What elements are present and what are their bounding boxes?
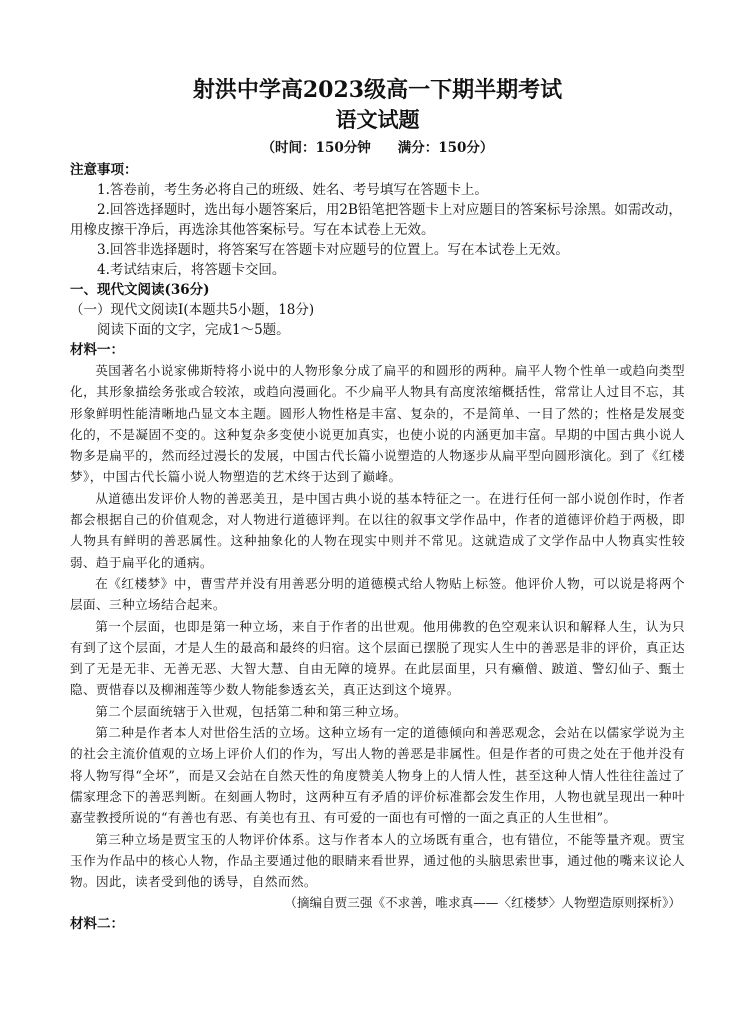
notice-item-1: 1.答卷前，考生务必将自己的班级、姓名、考号填写在答题卡上。 <box>97 182 488 198</box>
notice-item-2: 2.回答选择题时，选出每小题答案后，用2B铅笔把答题卡上对应题目的答案标号涂黑。如需改动，用橡皮擦干净后，再选涂其他答案标号。写在本试卷上无效。 <box>70 202 682 238</box>
passage-paragraph-2: 从道德出发评价人物的善恶美丑，是中国古典小说的基本特征之一。在进行任何一部小说创作时，作者都会根据自己的价值观念，对人物进行道德评判。在以往的叙事文学作品中，作者的道德评价趋于两极，即人物具有鲜明的善恶属性。这种抽象化的人物在现实中则并不常见。这就造成了文学作品中人物真实性较弱、趋于扁平化的通病。 <box>70 490 685 570</box>
passage-paragraph-7: 第三种立场是贾宝玉的人物评价体系。这与作者本人的立场既有重合，也有错位，不能等量齐观。贾宝玉作为作品中的核心人物，作品主要通过他的眼睛来看世界，通过他的头脑思索世事，通过他的嘴来议论人物。因此，读者受到他的诱导，自然而然。 <box>70 831 685 890</box>
notice-heading: 注意事项： <box>70 162 138 178</box>
exam-subtitle: 语文试题 <box>335 107 420 132</box>
exam-title: 射洪中学高2023级高一下期半期考试 <box>192 77 563 103</box>
passage-paragraph-1: 英国著名小说家佛斯特将小说中的人物形象分成了扁平的和圆形的两种。扁平人物个性单一或趋向类型化，其形象描绘务张或合较浓，或趋向漫画化。不少扁平人物具有高度浓缩概括性，常常让人过目不忘，其形象鲜明性能清晰地凸显文本主题。圆形人物性格是丰富、复杂的，不是简单、一目了然的；性格是发展变化的，不是凝固不变的。这种复杂多变使小说更加真实，也使小说的内涵更加丰富。早期的中国古典小说人物多是扁平的，然而经过漫长的发展，中国古代长篇小说塑造的人物逐步从扁平型向圆形演化。到了《红楼梦》，中国古代长篇小说人物塑造的艺术终于达到了巅峰。 <box>70 363 685 485</box>
reading-instruction: 阅读下面的文字，完成1～5题。 <box>97 322 290 338</box>
notice-item-3: 3.回答非选择题时，将答案写在答题卡对应题号的位置上。写在本试卷上无效。 <box>97 242 569 258</box>
passage-paragraph-6: 第二种是作者本人对世俗生活的立场。这种立场有一定的道德倾向和善恶观念，会站在以儒家学说为主的社会主流价值观的立场上评价人们的作为，写出人物的善恶是非属性。但是作者的可贵之处在于他并没有将人物写得“全坏”，而是又会站在自然天性的角度赞美人物身上的人情人性，甚至这种人情人性往往盖过了儒家理念下的善恶判断。在刻画人物时，这两种互有矛盾的评价标准都会发生作用，人物也就呈现出一种叶嘉莹教授所说的“有善也有恶、有美也有丑、有可爱的一面也有可憎的一面之真正的人生世相”。 <box>70 725 685 826</box>
subsection-heading: （一）现代文阅读Ⅰ(本题共5小题，18分) <box>70 302 315 318</box>
material-2-label: 材料二： <box>70 915 124 932</box>
material-1-label: 材料一： <box>70 342 124 358</box>
notice-item-4: 4.考试结束后，将答题卡交回。 <box>97 262 286 278</box>
passage-paragraph-5: 第二个层面统辖于入世观，包括第二种和第三种立场。 <box>95 703 408 719</box>
passage-source: （摘编自贾三强《不求善，唯求真——〈红楼梦〉人物塑造原则探析》） <box>284 895 681 911</box>
passage-paragraph-4: 第一个层面，也即是第一种立场，来自于作者的出世观。他用佛教的色空观来认识和解释人生，认为只有到了这个层面，才是人生的最高和最终的归宿。这个层面已摆脱了现实人生中的善恶是非的评价，真正达到了无是无非、无善无恶、大智大慧、自由无障的境界。在此层面里，只有癞僧、跛道、警幻仙子、甄士隐、贾惜春以及柳湘莲等少数人物能参透玄关，真正达到这个境界。 <box>70 618 685 698</box>
section-heading: 一、现代文阅读(36分) <box>70 282 210 298</box>
passage-paragraph-3: 在《红楼梦》中，曹雪芹并没有用善恶分明的道德模式给人物贴上标签。他评价人物，可以说是将两个层面、三种立场结合起来。 <box>70 575 685 613</box>
time-info: （时间：150分钟 满分：150分） <box>261 140 494 156</box>
